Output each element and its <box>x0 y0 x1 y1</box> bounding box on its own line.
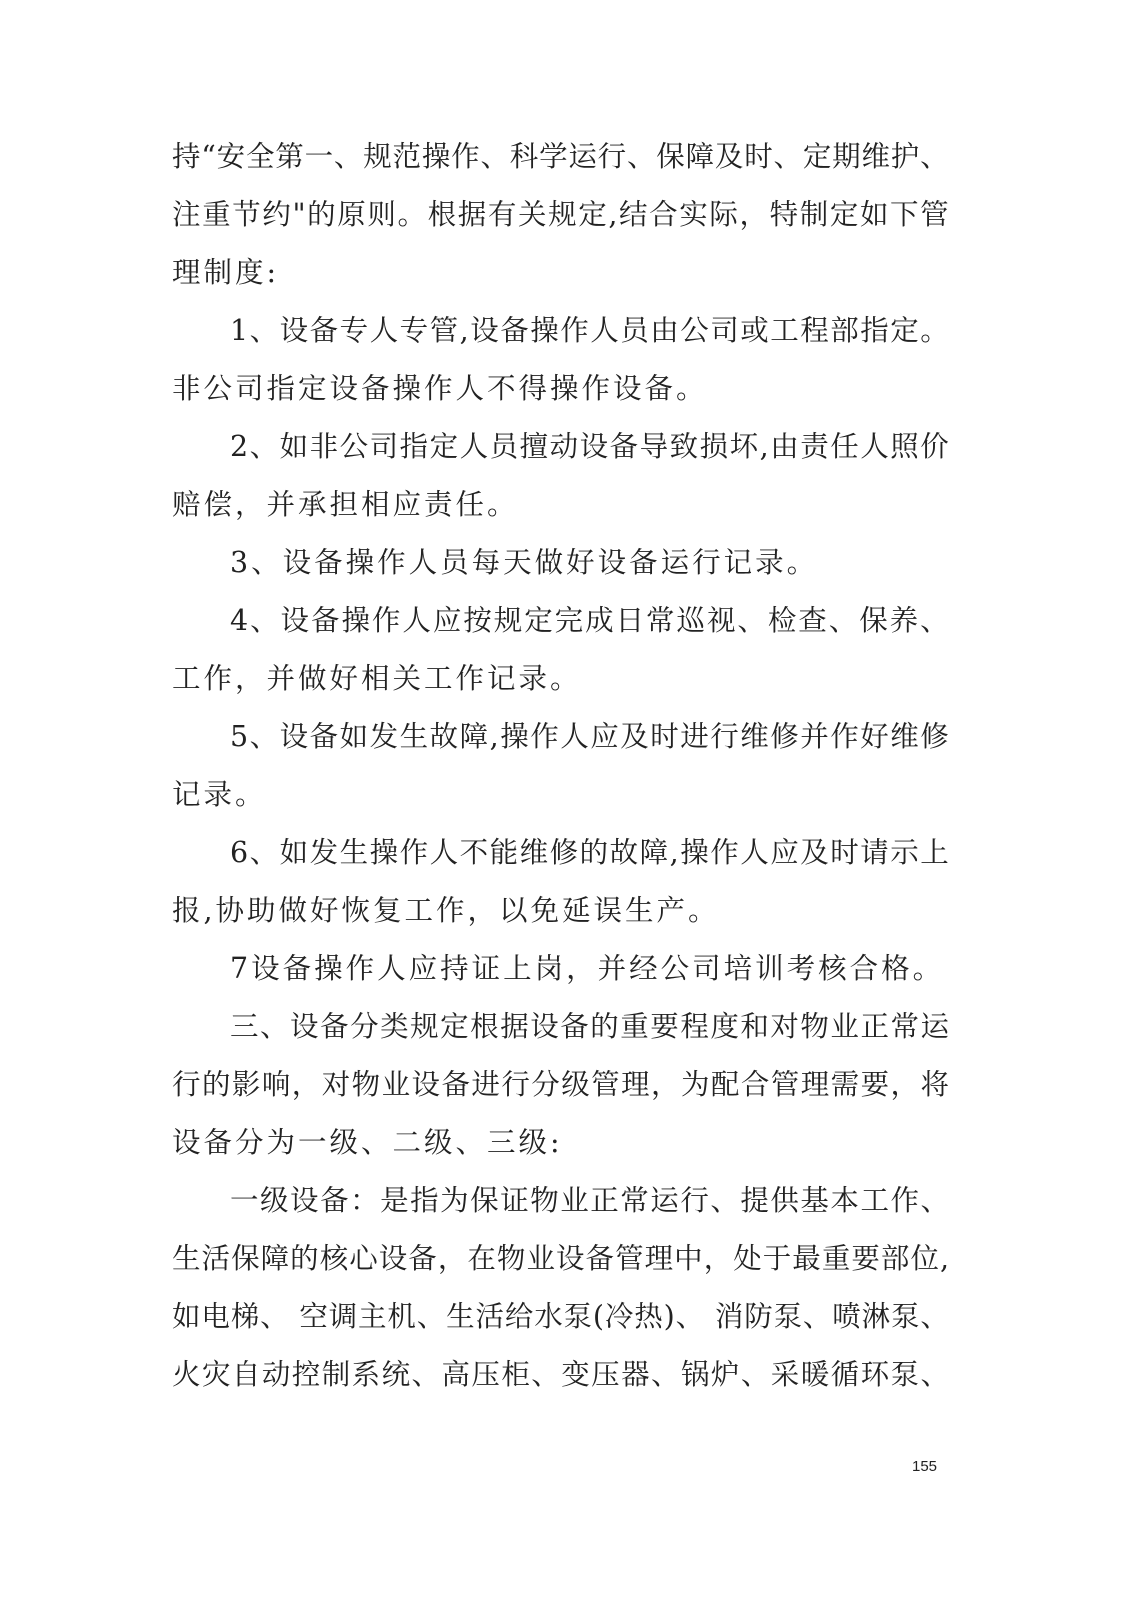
text-line: 设备分为一级、二级、三级: <box>172 1126 563 1159</box>
text-line: 三、设备分类规定根据设备的重要程度和对物业正常运 <box>230 1010 951 1043</box>
text-line: 6、如发生操作人不能维修的故障,操作人应及时请示上 <box>230 836 951 869</box>
text-line: 2、如非公司指定人员擅动设备导致损坏,由责任人照价 <box>230 430 951 463</box>
page-number: 155 <box>912 1458 938 1475</box>
text-line: 4、设备操作人应按规定完成日常巡视、检查、保养、 <box>230 604 951 637</box>
text-line: 1、设备专人专管,设备操作人员由公司或工程部指定。 <box>230 314 951 347</box>
text-line: 7设备操作人应持证上岗，并经公司培训考核合格。 <box>230 952 945 985</box>
text-line: 理制度: <box>172 256 280 289</box>
text-line: 注重节约"的原则。根据有关规定,结合实际，特制定如下管 <box>172 198 951 231</box>
text-line: 如电梯、 空调主机、生活给水泵(冷热)、 消防泵、喷淋泵、 <box>172 1300 950 1333</box>
text-line: 生活保障的核心设备，在物业设备管理中，处于最重要部位, <box>172 1242 951 1275</box>
text-line: 非公司指定设备操作人不得操作设备。 <box>172 372 708 405</box>
text-line: 行的影响，对物业设备进行分级管理，为配合管理需要，将 <box>172 1068 951 1101</box>
text-line: 持“安全第一、规范操作、科学运行、保障及时、定期维护、 <box>172 140 950 173</box>
text-line: 工作，并做好相关工作记录。 <box>172 662 582 695</box>
text-line: 记录。 <box>172 778 267 811</box>
text-line: 一级设备：是指为保证物业正常运行、提供基本工作、 <box>230 1184 951 1217</box>
text-line: 报,协助做好恢复工作，以免延误生产。 <box>172 894 720 927</box>
text-line: 火灾自动控制系统、高压柜、变压器、锅炉、采暖循环泵、 <box>172 1358 951 1391</box>
text-line: 赔偿，并承担相应责任。 <box>172 488 519 521</box>
text-line: 3、设备操作人员每天做好设备运行记录。 <box>230 546 819 579</box>
text-line: 5、设备如发生故障,操作人应及时进行维修并作好维修 <box>230 720 951 753</box>
